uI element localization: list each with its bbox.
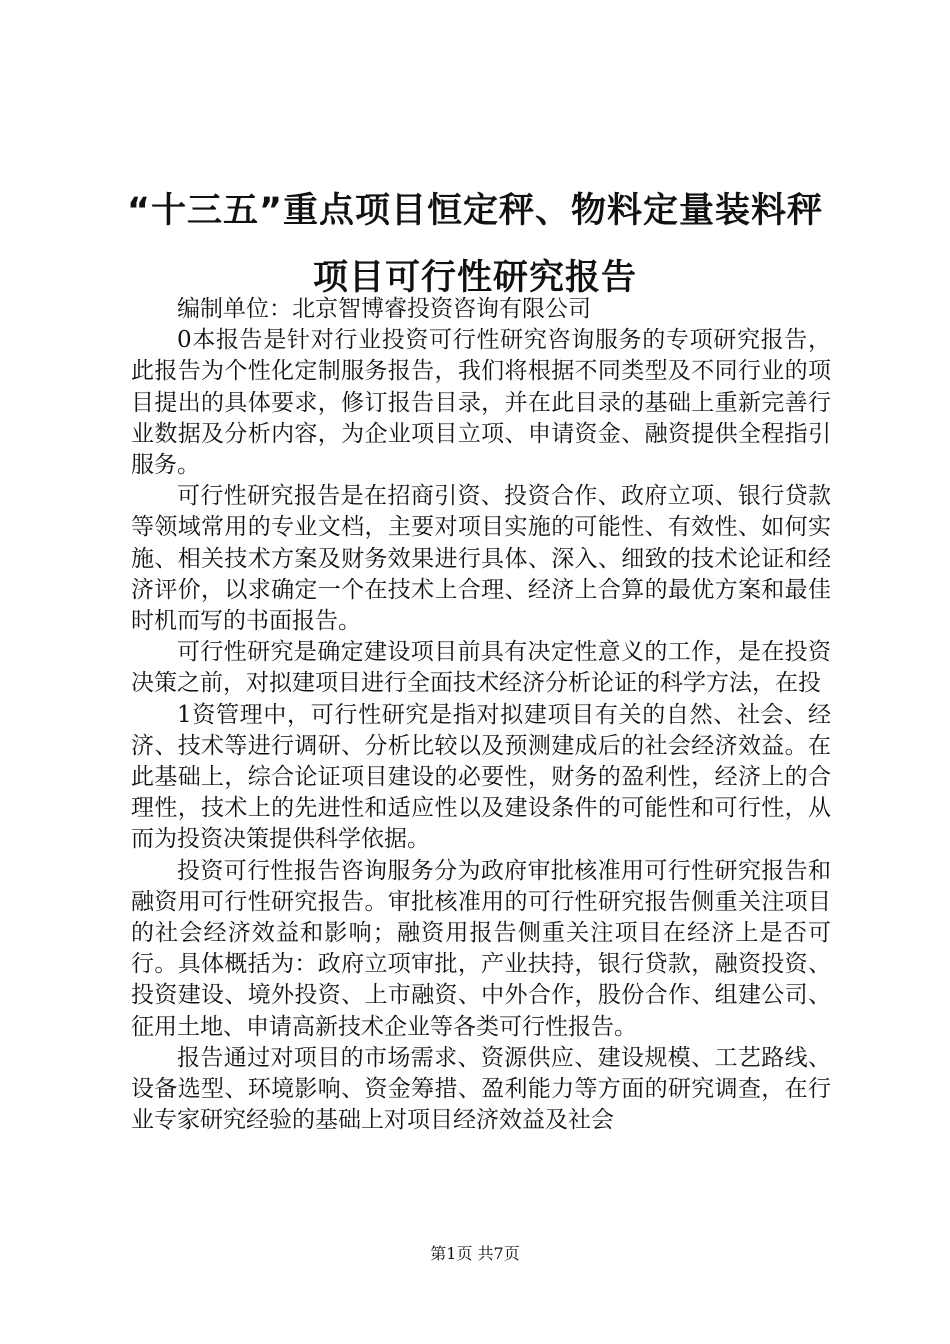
document-body <box>131 294 831 1136</box>
compiler-line: 编制单位：北京智博睿投资咨询有限公司 <box>177 296 591 322</box>
body-paragraph: 1资管理中，可行性研究是指对拟建项目有关的自然、社会、经济、技术等进行调研、分析比较以及预测建成后的社会经济效益。在此基础上，综合论证项目建设的必要性，财务的盈利性，经济上的合理性，技术上的先进性和适应性以及建设条件的可能性和可行性，从而为投资决策提供科学依据。 <box>131 701 831 853</box>
title-line-2: 项目可行性研究报告 <box>312 258 637 298</box>
title-line-1: “十三五”重点项目恒定秤、物料定量装料秤 <box>126 191 823 231</box>
page-number-footer: 第1页 共7页 <box>430 1244 520 1263</box>
body-paragraph: 可行性研究是确定建设项目前具有决定性意义的工作，是在投资决策之前，对拟建项目进行全面技术经济分析论证的科学方法，在投 <box>131 639 831 697</box>
body-paragraph: 投资可行性报告咨询服务分为政府审批核准用可行性研究报告和融资用可行性研究报告。审批核准用的可行性研究报告侧重关注项目的社会经济效益和影响；融资用报告侧重关注项目在经济上是否可行。具体概括为：政府立项审批，产业扶持，银行贷款，融资投资、投资建设、境外投资、上市融资、中外合作，股份合作、组建公司、征用土地、申请高新技术企业等各类可行性报告。 <box>131 857 831 1040</box>
document-title <box>100 178 850 312</box>
body-paragraph: 可行性研究报告是在招商引资、投资合作、政府立项、银行贷款等领域常用的专业文档，主要对项目实施的可能性、有效性、如何实施、相关技术方案及财务效果进行具体、深入、细致的技术论证和经济评价，以求确定一个在技术上合理、经济上合算的最优方案和最佳时机而写的书面报告。 <box>131 483 831 635</box>
body-paragraph: 报告通过对项目的市场需求、资源供应、建设规模、工艺路线、设备选型、环境影响、资金筹措、盈利能力等方面的研究调查，在行业专家研究经验的基础上对项目经济效益及社会 <box>131 1044 831 1134</box>
body-paragraph: 0本报告是针对行业投资可行性研究咨询服务的专项研究报告，此报告为个性化定制服务报告，我们将根据不同类型及不同行业的项目提出的具体要求，修订报告目录，并在此目录的基础上重新完善行业数据及分析内容，为企业项目立项、申请资金、融资提供全程指引服务。 <box>131 327 831 479</box>
